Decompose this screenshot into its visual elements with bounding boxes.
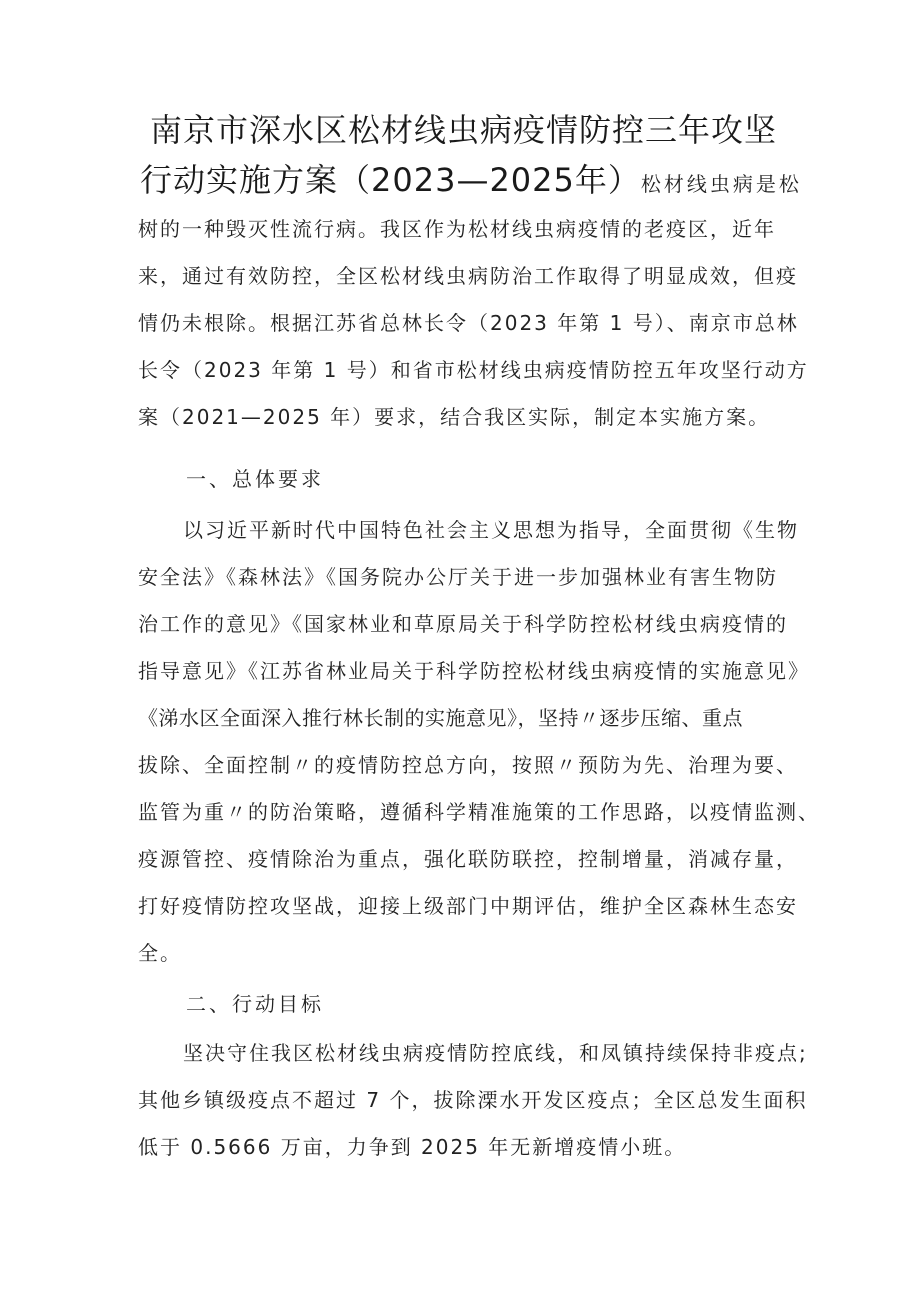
paragraph-line: 拔除、全面控制〃的疫情防控总方向，按照〃预防为先、治理为要、 <box>138 753 798 777</box>
paragraph-line: 《涕水区全面深入推行林长制的实施意见》，坚持〃逐步压缩、重点 <box>138 706 743 730</box>
document-title <box>140 105 802 209</box>
paragraph-line: 低于 0.5666 万亩，力争到 2025 年无新增疫情小班。 <box>138 1135 687 1159</box>
paragraph-line: 情仍未根除。根据江苏省总林长令（2023 年第 1 号）、南京市总林 <box>138 311 799 335</box>
paragraph-line: 打好疫情防控攻坚战，迎接上级部门中期评估，维护全区森林生态安 <box>138 894 798 918</box>
title-line-2 <box>140 155 802 209</box>
section-1-paragraph <box>138 507 820 977</box>
paragraph-line: 长令（2023 年第 1 号）和省市松材线虫病疫情防控五年攻坚行动方 <box>138 358 809 382</box>
section-2-paragraph <box>138 1030 808 1171</box>
paragraph-line: 以习近平新时代中国特色社会主义思想为指导，全面贯彻《生物 <box>183 518 799 542</box>
paragraph-line: 树的一种毁灭性流行病。我区作为松材线虫病疫情的老疫区，近年 <box>138 217 776 241</box>
paragraph-line: 疫源管控、疫情除治为重点，强化联防联控，控制增量，消减存量， <box>138 847 798 871</box>
paragraph-line: 全。 <box>138 941 182 965</box>
paragraph-line: 其他乡镇级疫点不超过 7 个，拔除溧水开发区疫点；全区总发生面积 <box>138 1088 808 1112</box>
paragraph-line: 坚决守住我区松材线虫病疫情防控底线，和凤镇持续保持非疫点; <box>183 1041 808 1065</box>
paragraph-line: 来，通过有效防控，全区松材线虫病防治工作取得了明显成效，但疫 <box>138 264 798 288</box>
paragraph-line: 治工作的意见》《国家林业和草原局关于科学防控松材线虫病疫情的 <box>138 612 788 636</box>
title-line-1: 南京市深水区松材线虫病疫情防控三年攻坚 <box>150 111 778 149</box>
paragraph-line: 安全法》《森林法》《国务院办公厅关于进一步加强林业有害生物防 <box>138 565 778 589</box>
paragraph-line: 案（2021—2025 年）要求，结合我区实际，制定本实施方案。 <box>138 405 771 429</box>
title-line-2-text: 行动实施方案（2023—2025年） <box>140 161 641 199</box>
intro-first-fragment: 松材线虫病是松 <box>640 172 802 196</box>
paragraph-line: 监管为重〃的防治策略，遵循科学精准施策的工作思路，以疫情监测、 <box>138 800 820 824</box>
section-heading-2: 二、行动目标 <box>186 992 324 1016</box>
intro-paragraph <box>138 206 809 441</box>
section-heading-1: 一、总体要求 <box>186 467 324 491</box>
paragraph-line: 指导意见》《江苏省林业局关于科学防控松材线虫病疫情的实施意见》 <box>138 659 810 683</box>
